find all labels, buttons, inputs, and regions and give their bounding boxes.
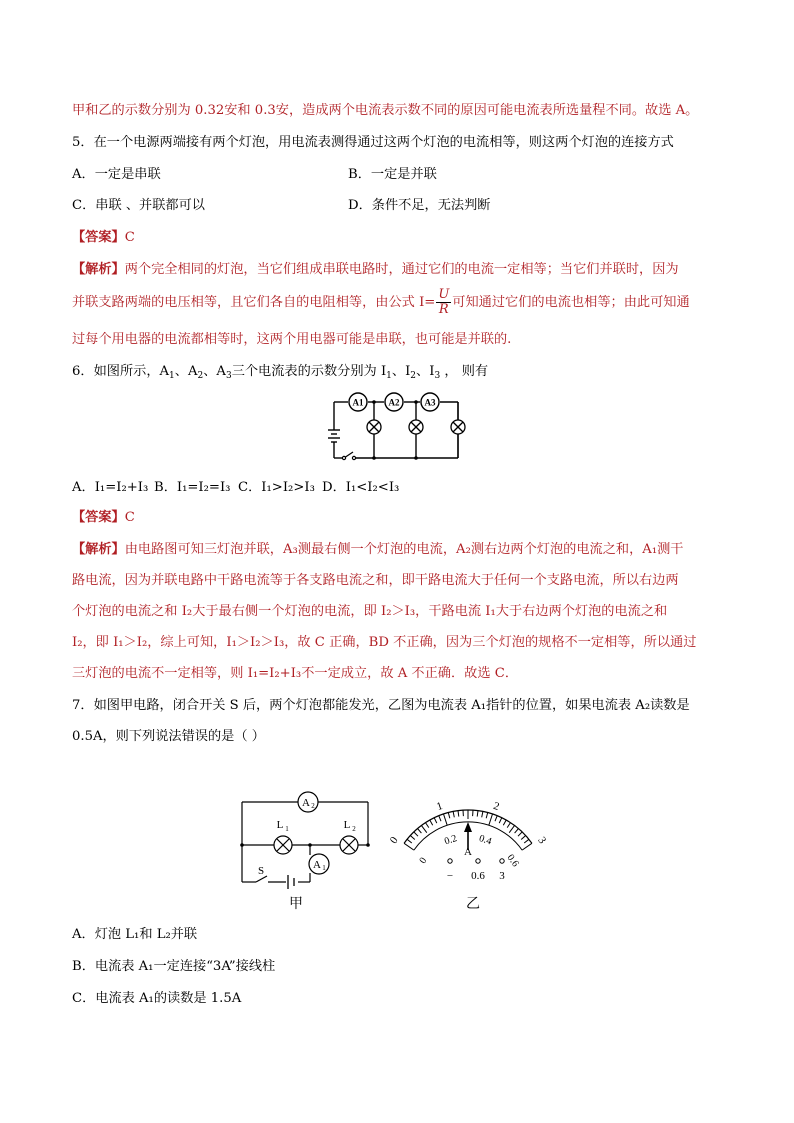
answer-value: C xyxy=(124,230,135,245)
fraction-denominator: R xyxy=(438,302,449,317)
analysis-text: 并联支路两端的电压相等，且它们各自的电阻相等，由公式 I= xyxy=(72,295,436,310)
q7-circuit-jia xyxy=(236,784,376,914)
dial-tick xyxy=(453,811,454,817)
meter-label: A1 xyxy=(352,397,364,408)
q5-analysis-line-3: 过每个用电器的电流都相等时，这两个用电器可能是串联，也可能是并联的. xyxy=(72,332,512,347)
q6-option-c: C．I₁>I₂>I₃ xyxy=(238,480,315,495)
answer-tag: 【答案】 xyxy=(72,510,125,525)
meter-label: A xyxy=(302,797,310,809)
dial-inner-tick-label: 0.2 xyxy=(443,833,459,848)
figure-caption: 甲 xyxy=(289,897,303,912)
lamp-label: L xyxy=(343,819,351,831)
analysis-tag: 【解析】 xyxy=(72,262,125,277)
answer-value: C xyxy=(124,510,135,525)
dial-tick xyxy=(444,814,448,825)
dial-tick xyxy=(522,843,532,850)
q5-option-b: B．一定是并联 xyxy=(348,167,437,182)
dial-tick xyxy=(521,836,526,840)
q5-stem: 5．在一个电源两端接有两个灯泡，用电流表测得通过这两个灯泡的电流相等，则这两个灯泡的连接方式 xyxy=(72,135,674,150)
dial-tick xyxy=(407,839,412,843)
analysis-text: 两个完全相同的灯泡，当它们组成串联电路时，通过它们的电流一定相等；当它们并联时，因为 xyxy=(124,262,679,277)
q7-ammeter-dial-yi xyxy=(378,768,558,920)
dial-tick xyxy=(482,811,483,817)
dial-tick xyxy=(434,818,437,823)
dial-tick xyxy=(404,843,414,850)
figure-caption: 乙 xyxy=(466,897,480,912)
dial-tick xyxy=(503,820,506,825)
dial-tick xyxy=(430,820,433,825)
q6-analysis-line-3: 个灯泡的电流之和 I₂大于最右侧一个灯泡的电流，即 I₂＞I₃，干路电流 I₁大于右边两个灯泡的电流之和 xyxy=(72,604,668,619)
q5-option-d: D．条件不足，无法判断 xyxy=(348,198,491,213)
dial-tick xyxy=(495,816,497,822)
subscript: 2 xyxy=(410,371,417,381)
switch-label: S xyxy=(257,865,265,877)
q6-circuit-diagram xyxy=(320,390,470,468)
q6-analysis-line-5: 三灯泡的电流不一定相等，则 I₁=I₂+I₃不一定成立，故 A 不正确．故选 C． xyxy=(72,666,519,681)
fraction-numerator: U xyxy=(438,287,450,302)
stem-part: 6．如图所示，A xyxy=(72,364,170,379)
subscript: 3 xyxy=(434,371,441,381)
stem-part: 、A xyxy=(174,364,198,379)
dial-tick xyxy=(499,818,502,823)
q7-stem-line-2: 0.5A，则下列说法错误的是（ ） xyxy=(72,729,265,744)
dial-tick xyxy=(489,814,493,825)
dial-tick xyxy=(414,832,418,836)
dial-tick xyxy=(509,825,514,832)
q5-answer xyxy=(72,228,135,248)
terminal-label: − xyxy=(446,870,454,882)
dial-tick xyxy=(518,832,522,836)
lamp-l1 xyxy=(274,836,292,854)
q6-analysis-line-1 xyxy=(72,540,684,560)
stem-part: 、A xyxy=(203,364,226,379)
lamp-3 xyxy=(451,420,465,434)
meter-subscript: 1 xyxy=(322,864,326,872)
dial-tick xyxy=(524,839,529,843)
dial-inner-tick-label: 0.4 xyxy=(477,833,493,848)
meter-subscript: 2 xyxy=(311,802,315,810)
lamp-2 xyxy=(409,420,423,434)
meter-label: A xyxy=(313,859,321,871)
ammeter-a1 xyxy=(349,393,367,411)
lamp-l2 xyxy=(340,836,358,854)
analysis-text: 可知通过它们的电流也相等；由此可知通 xyxy=(452,295,690,310)
meter-label: A2 xyxy=(388,397,400,408)
analysis-text: 由电路图可知三灯泡并联，A₃测最右侧一个灯泡的电流，A₂测右边两个灯泡的电流之和，A₁测干 xyxy=(124,542,684,557)
dial-outer-tick-label: 1 xyxy=(435,799,445,814)
dial-tick xyxy=(418,829,422,834)
lamp-1 xyxy=(367,420,381,434)
subscript: 1 xyxy=(386,371,392,381)
q7-option-c: C．电流表 A₁的读数是 1.5A xyxy=(72,991,242,1006)
dial-outer-tick-label: 0 xyxy=(387,834,401,847)
dial-tick xyxy=(486,813,488,819)
q6-analysis-line-2: 路电流，因为并联电路中干路电流等于各支路电流之和，即干路电流大于任何一个支路电流，所以右边两 xyxy=(72,573,679,588)
subscript: 2 xyxy=(197,371,204,381)
analysis-tag: 【解析】 xyxy=(72,542,125,557)
stem-part: 、I xyxy=(391,364,411,379)
dial-tick xyxy=(477,811,478,817)
dial-tick xyxy=(426,823,429,828)
dial-tick xyxy=(421,825,426,832)
subscript: 3 xyxy=(225,371,232,381)
lamp-subscript: 1 xyxy=(285,825,289,833)
q5-analysis-line-2 xyxy=(72,288,690,318)
stem-part: 、I xyxy=(416,364,435,379)
subscript: 1 xyxy=(169,371,175,381)
answer-tag: 【答案】 xyxy=(72,230,125,245)
lamp-label: L xyxy=(276,819,284,831)
q7-option-a: A．灯泡 L₁和 L₂并联 xyxy=(72,927,198,942)
q6-analysis-line-4: I₂，即 I₁＞I₂，综上可知，I₁＞I₂＞I₃，故 C 正确，BD 不正确，因为三个灯泡的规格不一定相等，所以通过 xyxy=(72,635,697,650)
stem-part: 三个电流表的示数分别为 I xyxy=(231,364,387,379)
terminal-negative xyxy=(448,859,452,863)
q4-answer-tail: 甲和乙的示数分别为 0.32安和 0.3安，造成两个电流表示数不同的原因可能电流表所选量程不同。故选 A。 xyxy=(72,103,699,118)
meter-label: A3 xyxy=(424,397,436,408)
terminal-label: 3 xyxy=(499,870,505,882)
terminal-3 xyxy=(500,859,504,863)
q6-option-d: D．I₁<I₂<I₃ xyxy=(322,480,400,495)
stem-part: ， 则有 xyxy=(440,364,489,379)
q5-option-a: A．一定是串联 xyxy=(72,167,161,182)
ammeter-a3 xyxy=(421,393,439,411)
q6-stem xyxy=(72,362,488,386)
dial-inner-tick-label: 0 xyxy=(417,855,430,866)
q7-stem-line-1: 7．如图甲电路，闭合开关 S 后，两个灯泡都能发光，乙图为电流表 A₁指针的位置，如果电流表 A₂读数是 xyxy=(72,698,690,713)
dial-tick xyxy=(458,811,459,817)
dial-unit-label: A xyxy=(464,846,472,858)
q6-option-b: B．I₁=I₂=I₃ xyxy=(154,480,231,495)
q6-answer xyxy=(72,508,135,528)
dial-outer-tick-label: 3 xyxy=(535,834,549,847)
terminal-label: 0.6 xyxy=(471,870,485,882)
ohm-law-fraction xyxy=(436,288,451,317)
terminal-0.6 xyxy=(476,859,480,863)
q6-option-a: A．I₁=I₂+I₃ xyxy=(72,480,149,495)
dial-tick xyxy=(515,829,519,834)
dial-tick xyxy=(439,816,441,822)
dial-outer-tick-label: 2 xyxy=(491,799,501,814)
dial-tick xyxy=(448,813,450,819)
dial-inner-tick-label: 0.6 xyxy=(504,852,521,870)
q5-option-c: C．串联 、并联都可以 xyxy=(72,198,205,213)
dial-tick xyxy=(410,836,415,840)
q7-option-b: B．电流表 A₁一定连接“3A”接线柱 xyxy=(72,959,276,974)
ammeter-a1 xyxy=(309,854,329,874)
lamp-subscript: 2 xyxy=(352,825,356,833)
ammeter-a2 xyxy=(385,393,403,411)
dial-tick xyxy=(507,823,510,828)
ammeter-a2 xyxy=(298,792,318,812)
q5-analysis-line-1 xyxy=(72,260,679,280)
